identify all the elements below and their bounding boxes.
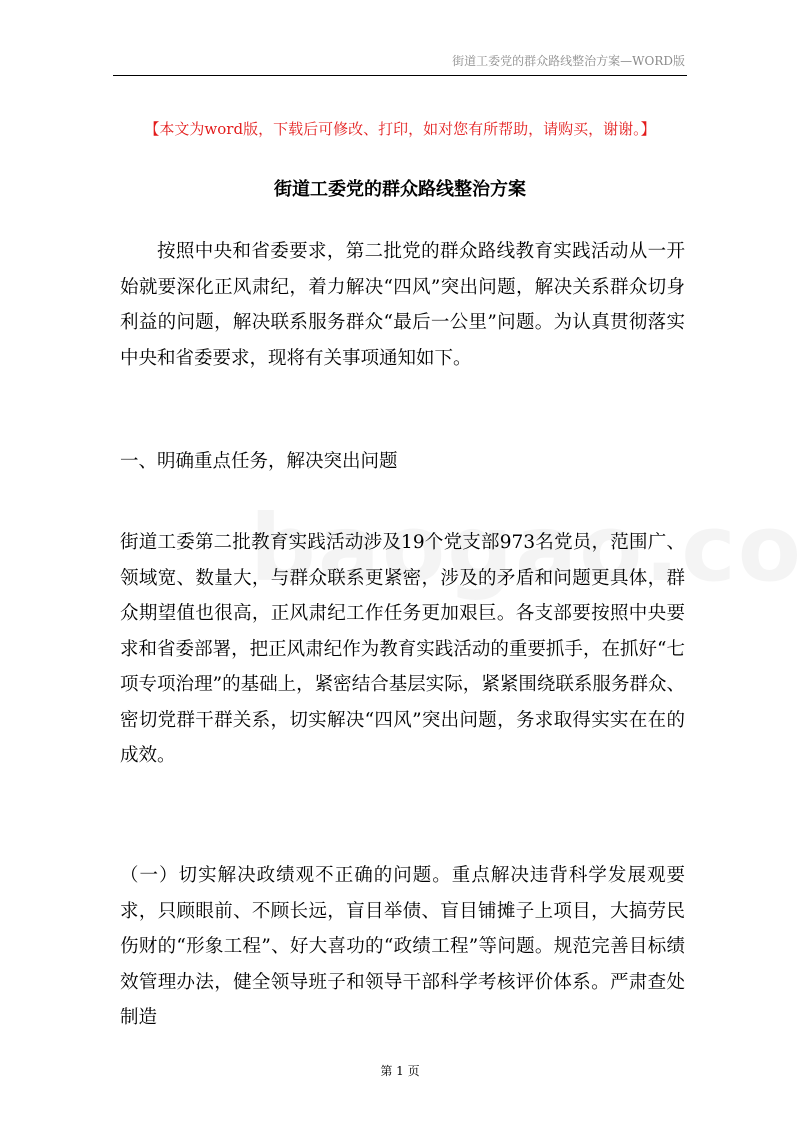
- section-1-paragraph: 街道工委第二批教育实践活动涉及19个党支部973名党员，范围广、领域宽、数量大，与群众联系更紧密，涉及的矛盾和问题更具体，群众期望值也很高，正风肃纪工作任务更加艰巨。各支部要按照中央要求和省委部署，把正风肃纪作为教育实践活动的重要抓手，在抓好“七项专项治理”的基础上，紧密结合基层实际，紧紧围绕联系服务群众、密切党群干群关系，切实解决“四风”突出问题，务求取得实实在在的成效。: [120, 532, 685, 766]
- download-notice: 【本文为word版，下载后可修改、打印，如对您有所帮助，请购买，谢谢。】: [144, 120, 656, 138]
- subsection-1-paragraph: （一）切实解决政绩观不正确的问题。重点解决违背科学发展观要求，只顾眼前、不顾长远，盲目举债、盲目铺摊子上项目，大搞劳民伤财的“形象工程”、好大喜功的“政绩工程”等问题。规范完善目标绩效管理办法，健全领导班子和领导干部科学考核评价体系。严肃查处制造: [120, 865, 685, 1028]
- intro-paragraph: 按照中央和省委要求，第二批党的群众路线教育实践活动从一开始就要深化正风肃纪，着力解决“四风”突出问题，解决关系群众切身利益的问题，解决联系服务群众“最后一公里”问题。为认真贯彻落实中央和省委要求，现将有关事项通知如下。: [120, 241, 685, 369]
- page-number: 第 1 页: [380, 1064, 420, 1078]
- header-divider: [113, 75, 687, 76]
- document-title: 街道工委党的群众路线整治方案: [274, 179, 526, 200]
- section-heading-1: 一、明确重点任务，解决突出问题: [120, 451, 398, 472]
- running-header: 街道工委党的群众路线整治方案—WORD版: [452, 54, 685, 68]
